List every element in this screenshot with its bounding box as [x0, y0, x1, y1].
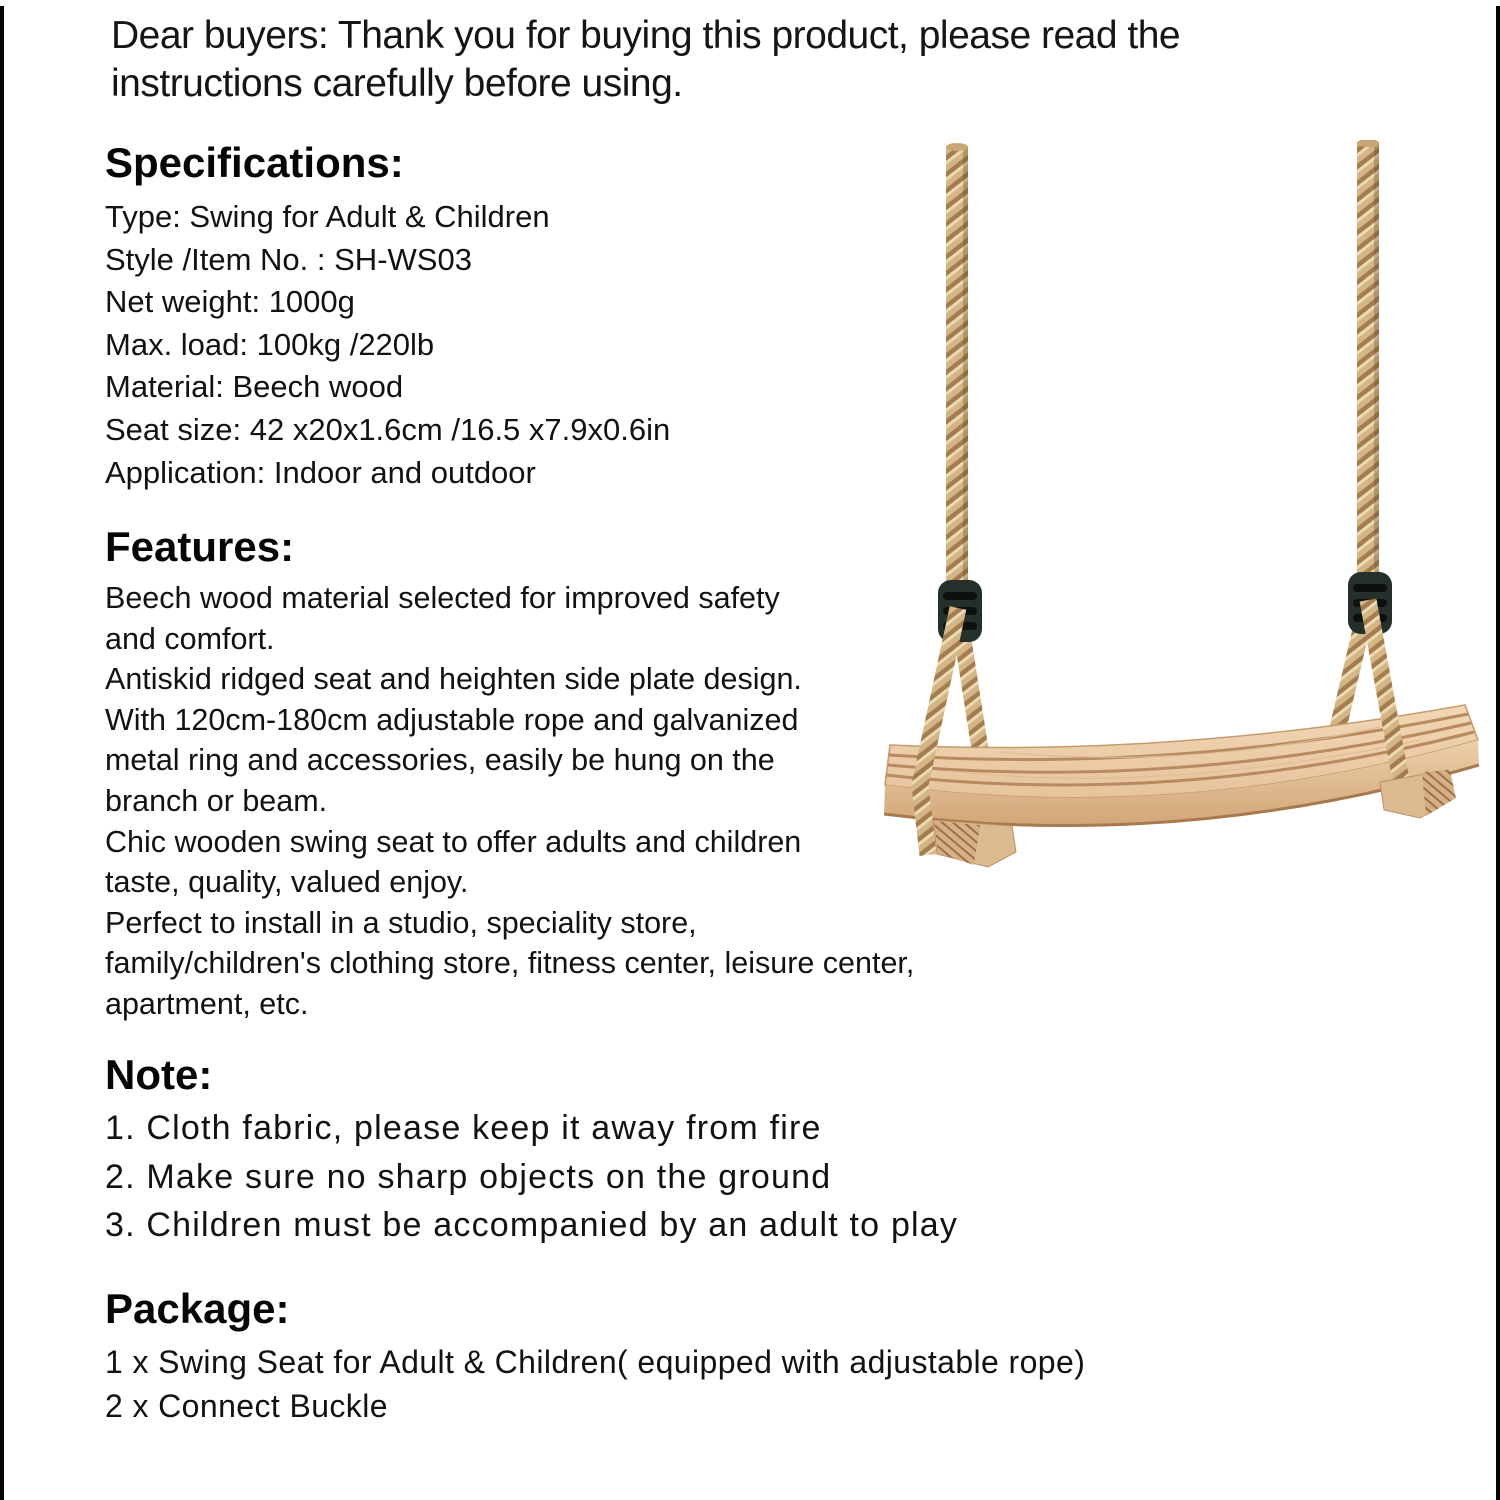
features-section: [105, 522, 914, 1025]
feature-line: Beech wood material selected for improved safety: [105, 581, 780, 615]
feature-line: taste, quality, valued enjoy.: [105, 865, 469, 900]
intro-text: [111, 12, 1180, 108]
seat-block-left: [933, 820, 1016, 867]
note-item: 3. Children must be accompanied by an adult to play: [105, 1206, 959, 1244]
note-heading: Note:: [105, 1051, 213, 1098]
feature-line: Perfect to install in a studio, speciality store,: [105, 905, 697, 940]
feature-line: and comfort.: [105, 621, 275, 656]
swing-product-image: [860, 140, 1500, 870]
intro-line: instructions carefully before using.: [111, 62, 683, 105]
specifications-section: [105, 138, 670, 494]
spec-item-load: Max. load: 100kg /220lb: [105, 326, 435, 362]
feature-line: branch or beam.: [105, 783, 328, 818]
package-heading: Package:: [105, 1285, 290, 1332]
package-item: 1 x Swing Seat for Adult & Children( equipped with adjustable rope): [105, 1344, 1086, 1380]
spec-item-weight: Net weight: 1000g: [105, 284, 355, 320]
note-item: 1. Cloth fabric, please keep it away from fire: [105, 1109, 822, 1147]
features-heading: Features:: [105, 523, 295, 570]
rope-right: [1357, 140, 1379, 574]
feature-line: metal ring and accessories, easily be hung on the: [105, 743, 775, 778]
swing-illustration: [860, 140, 1500, 870]
spec-item-type: Type: Swing for Adult & Children: [105, 199, 550, 234]
feature-line: With 120cm-180cm adjustable rope and galvanized: [105, 702, 799, 737]
feature-line: Chic wooden swing seat to offer adults and children: [105, 824, 802, 859]
package-item: 2 x Connect Buckle: [105, 1388, 388, 1424]
specifications-heading: Specifications:: [105, 139, 404, 186]
spec-item-application: Application: Indoor and outdoor: [105, 454, 536, 490]
intro-line: Dear buyers: Thank you for buying this product, please read the: [111, 14, 1181, 57]
rope-left: [946, 143, 968, 582]
note-section: [105, 1050, 958, 1250]
feature-line: family/children's clothing store, fitness center, leisure center,: [105, 946, 915, 981]
left-border-line: [0, 6, 4, 1500]
note-item: 2. Make sure no sharp objects on the ground: [105, 1157, 832, 1196]
feature-line: Antiskid ridged seat and heighten side plate design.: [105, 662, 802, 697]
spec-item-seat-size: Seat size: 42 x20x1.6cm /16.5 x7.9x0.6in: [105, 411, 671, 447]
spec-item-material: Material: Beech wood: [105, 369, 404, 405]
spec-item-style: Style /Item No. : SH-WS03: [105, 241, 472, 277]
feature-line: apartment, etc.: [105, 986, 309, 1021]
package-section: [105, 1284, 1085, 1428]
